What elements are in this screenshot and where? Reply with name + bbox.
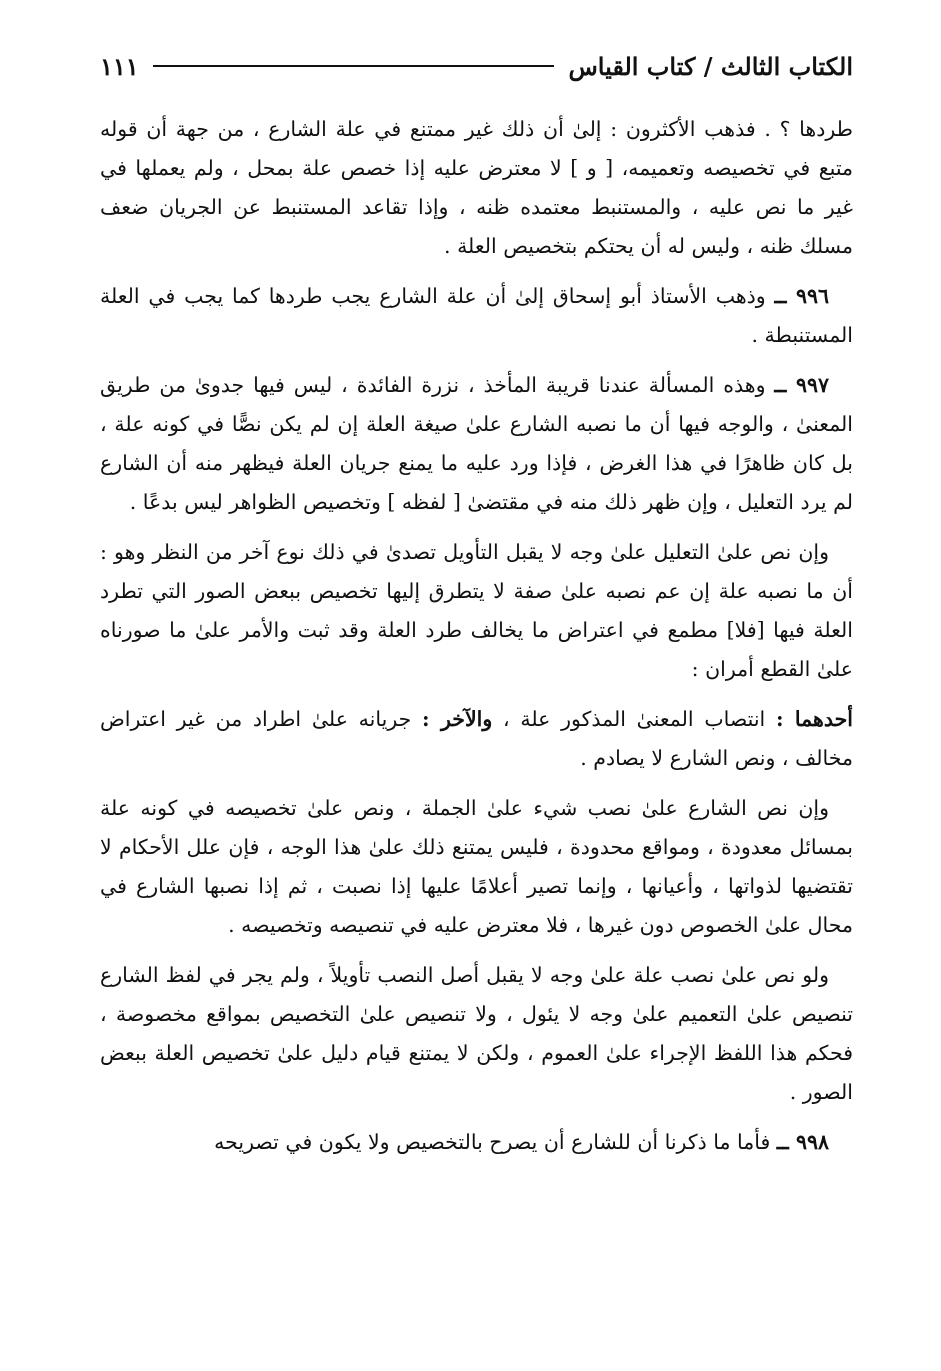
paragraph-number: ٩٩٦ ــ (774, 284, 829, 308)
header-rule (153, 65, 555, 67)
paragraph-number: ٩٩٧ ــ (774, 373, 829, 397)
paragraph-text: وإن نص علىٰ التعليل علىٰ وجه لا يقبل التأويل تصدىٰ في ذلك نوع آخر من النظر وهو : أن ما نصبه علة إن عم نصبه علىٰ صفة لا يتطرق إليها تخصيص ببعض الصور التي تطرد العلة فيها [فلا] مطمع في اعتراض ما يخالف طرد العلة وقد ثبت والأمر علىٰ ما صورناه علىٰ القطع أمران : (100, 540, 853, 681)
paragraph (100, 956, 853, 1112)
numbered-paragraph-996 (100, 277, 853, 355)
paragraph-text: وذهب الأستاذ أبو إسحاق إلىٰ أن علة الشارع يجب طردها كما يجب في العلة المستنبطة . (100, 284, 853, 347)
lead-term: والآخر : (422, 707, 493, 731)
numbered-paragraph-997 (100, 366, 853, 522)
paragraph-text: انتصاب المعنىٰ المذكور علة ، (492, 707, 776, 731)
paragraph (100, 533, 853, 689)
paragraph (100, 110, 853, 266)
running-header (100, 38, 853, 94)
numbered-paragraph-998 (100, 1123, 853, 1162)
paragraph (100, 700, 853, 778)
paragraph-text: طردها ؟ . فذهب الأكثرون : إلىٰ أن ذلك غير ممتنع في علة الشارع ، من جهة أن قوله متبع في تخصيصه وتعميمه، [ و ] لا معترض عليه إذا خصص علة بمحل ، ولم يعملها في غير ما نص عليه ، والمستنبط معتمده ظنه ، وإذا تقاعد المستنبط عن الجريان ضعف مسلك ظنه ، وليس له أن يحتكم بتخصيص العلة . (100, 117, 853, 258)
paragraph-text: جريانه علىٰ اطراد من غير اعتراض مخالف ، ونص الشارع لا يصادم . (100, 707, 853, 770)
paragraph-text: وهذه المسألة عندنا قريبة المأخذ ، نزرة الفائدة ، ليس فيها جدوىٰ من طريق المعنىٰ ، والوجه فيها أن ما نصبه الشارع علىٰ صيغة العلة إن لم يكن نصًّا في كونه علة ، بل كان ظاهرًا في هذا الغرض ، فإذا ورد عليه ما يمنع جريان العلة فيظهر منه أن الشارع لم يرد التعليل ، وإن ظهر ذلك منه في مقتضىٰ [ لفظه ] وتخصيص الظواهر ليس بدعًا . (100, 373, 853, 514)
body-text (100, 110, 853, 1162)
paragraph-text: ولو نص علىٰ نصب علة علىٰ وجه لا يقبل أصل النصب تأويلاً ، ولم يجر في لفظ الشارع تنصيص علىٰ التعميم علىٰ وجه لا يئول ، ولا تنصيص علىٰ التخصيص بمواقع مخصوصة ، فحكم هذا اللفظ الإجراء علىٰ العموم ، ولكن لا يمتنع قيام دليل علىٰ تخصيص العلة ببعض الصور . (100, 963, 853, 1104)
paragraph-text: وإن نص الشارع علىٰ نصب شيء علىٰ الجملة ، ونص علىٰ تخصيصه في كونه علة بمسائل معدودة ، ومواقع محدودة ، فليس يمتنع ذلك علىٰ هذا الوجه ، فإن علل الأحكام لا تقتضيها لذواتها ، وأعيانها ، وإنما تصير أعلامًا عليها إذا نصبت ، ثم إذا نصبها الشارع في محال علىٰ الخصوص دون غيرها ، فلا معترض عليه في تنصيصه وتخصيصه . (100, 796, 853, 937)
paragraph-text: فأما ما ذكرنا أن للشارع أن يصرح بالتخصيص ولا يكون في تصريحه (214, 1130, 777, 1154)
page-number: ١١١ (100, 51, 139, 81)
lead-term: أحدهما : (776, 707, 853, 731)
paragraph-number: ٩٩٨ ــ (776, 1130, 829, 1154)
header-title: الكتاب الثالث / كتاب القياس (568, 51, 853, 81)
paragraph (100, 789, 853, 945)
